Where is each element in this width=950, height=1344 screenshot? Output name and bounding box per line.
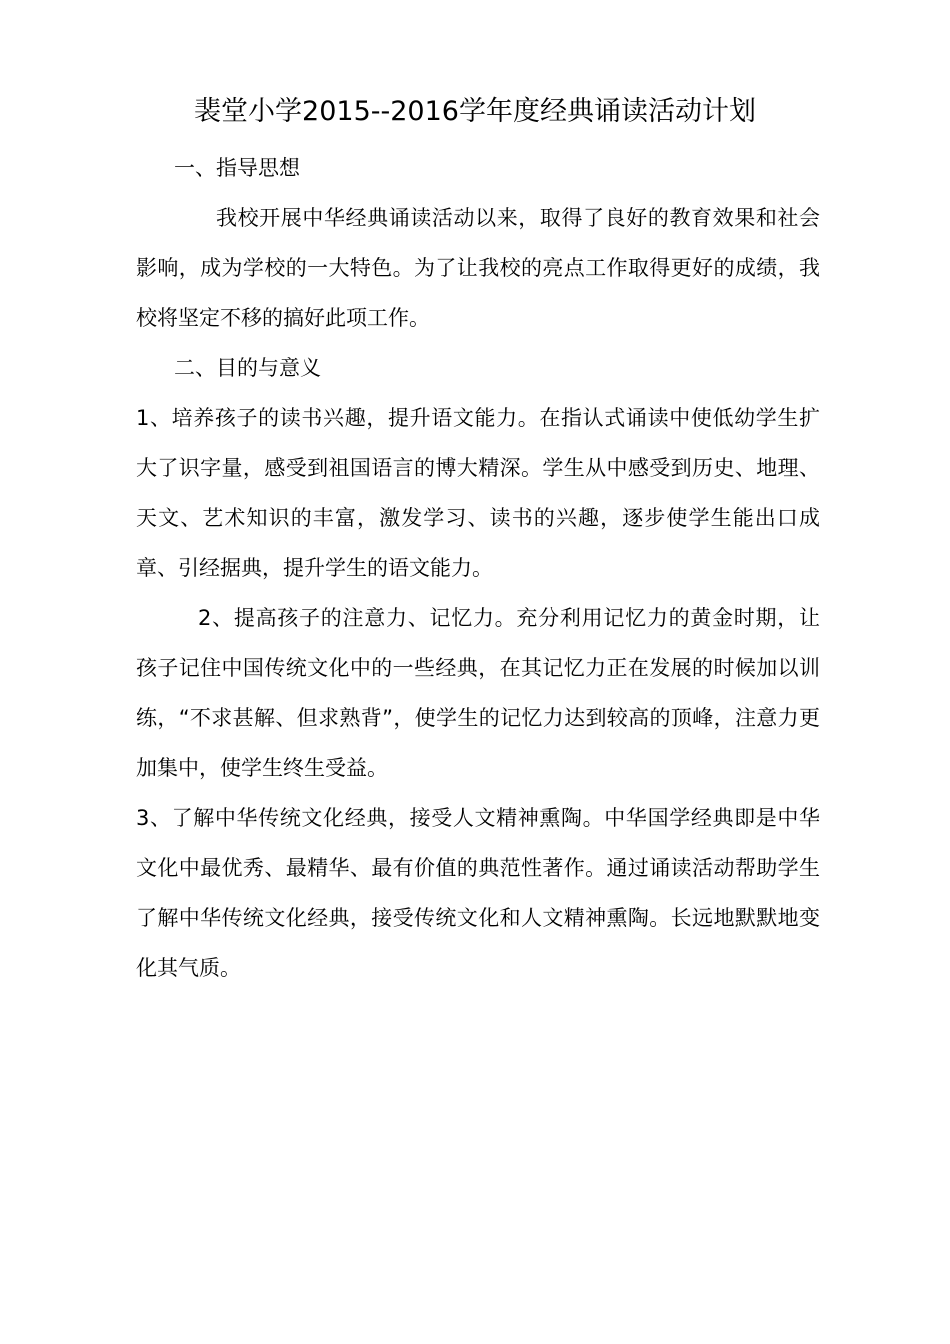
- document-title: 裴堂小学2015--2016学年度经典诵读活动计划: [194, 96, 756, 127]
- paragraph-purpose-3: 3、了解中华传统文化经典，接受人文精神熏陶。中华国学经典即是中华文化中最优秀、最精华、最有价值的典范性著作。通过诵读活动帮助学生了解中华传统文化经典，接受传统文化和人文精神熏陶。长远地默默地变化其气质。: [136, 806, 820, 980]
- section-heading-guiding-ideology: 一、指导思想: [174, 156, 300, 180]
- document-body: [136, 143, 820, 993]
- paragraph-purpose-2: 2、提高孩子的注意力、记忆力。充分利用记忆力的黄金时期，让孩子记住中国传统文化中的一些经典，在其记忆力正在发展的时候加以训练，“不求甚解、但求熟背”，使学生的记忆力达到较高的顶峰，注意力更加集中，使学生终生受益。: [136, 606, 820, 780]
- paragraph-guiding-ideology: 我校开展中华经典诵读活动以来，取得了良好的教育效果和社会影响，成为学校的一大特色。为了让我校的亮点工作取得更好的成绩，我校将坚定不移的搞好此项工作。: [136, 206, 820, 330]
- section-heading-purpose-significance: 二、目的与意义: [174, 356, 321, 380]
- paragraph-purpose-1: 1、培养孩子的读书兴趣，提升语文能力。在指认式诵读中使低幼学生扩大了识字量，感受到祖国语言的博大精深。学生从中感受到历史、地理、天文、艺术知识的丰富，激发学习、读书的兴趣，逐步使学生能出口成章、引经据典，提升学生的语文能力。: [136, 406, 820, 580]
